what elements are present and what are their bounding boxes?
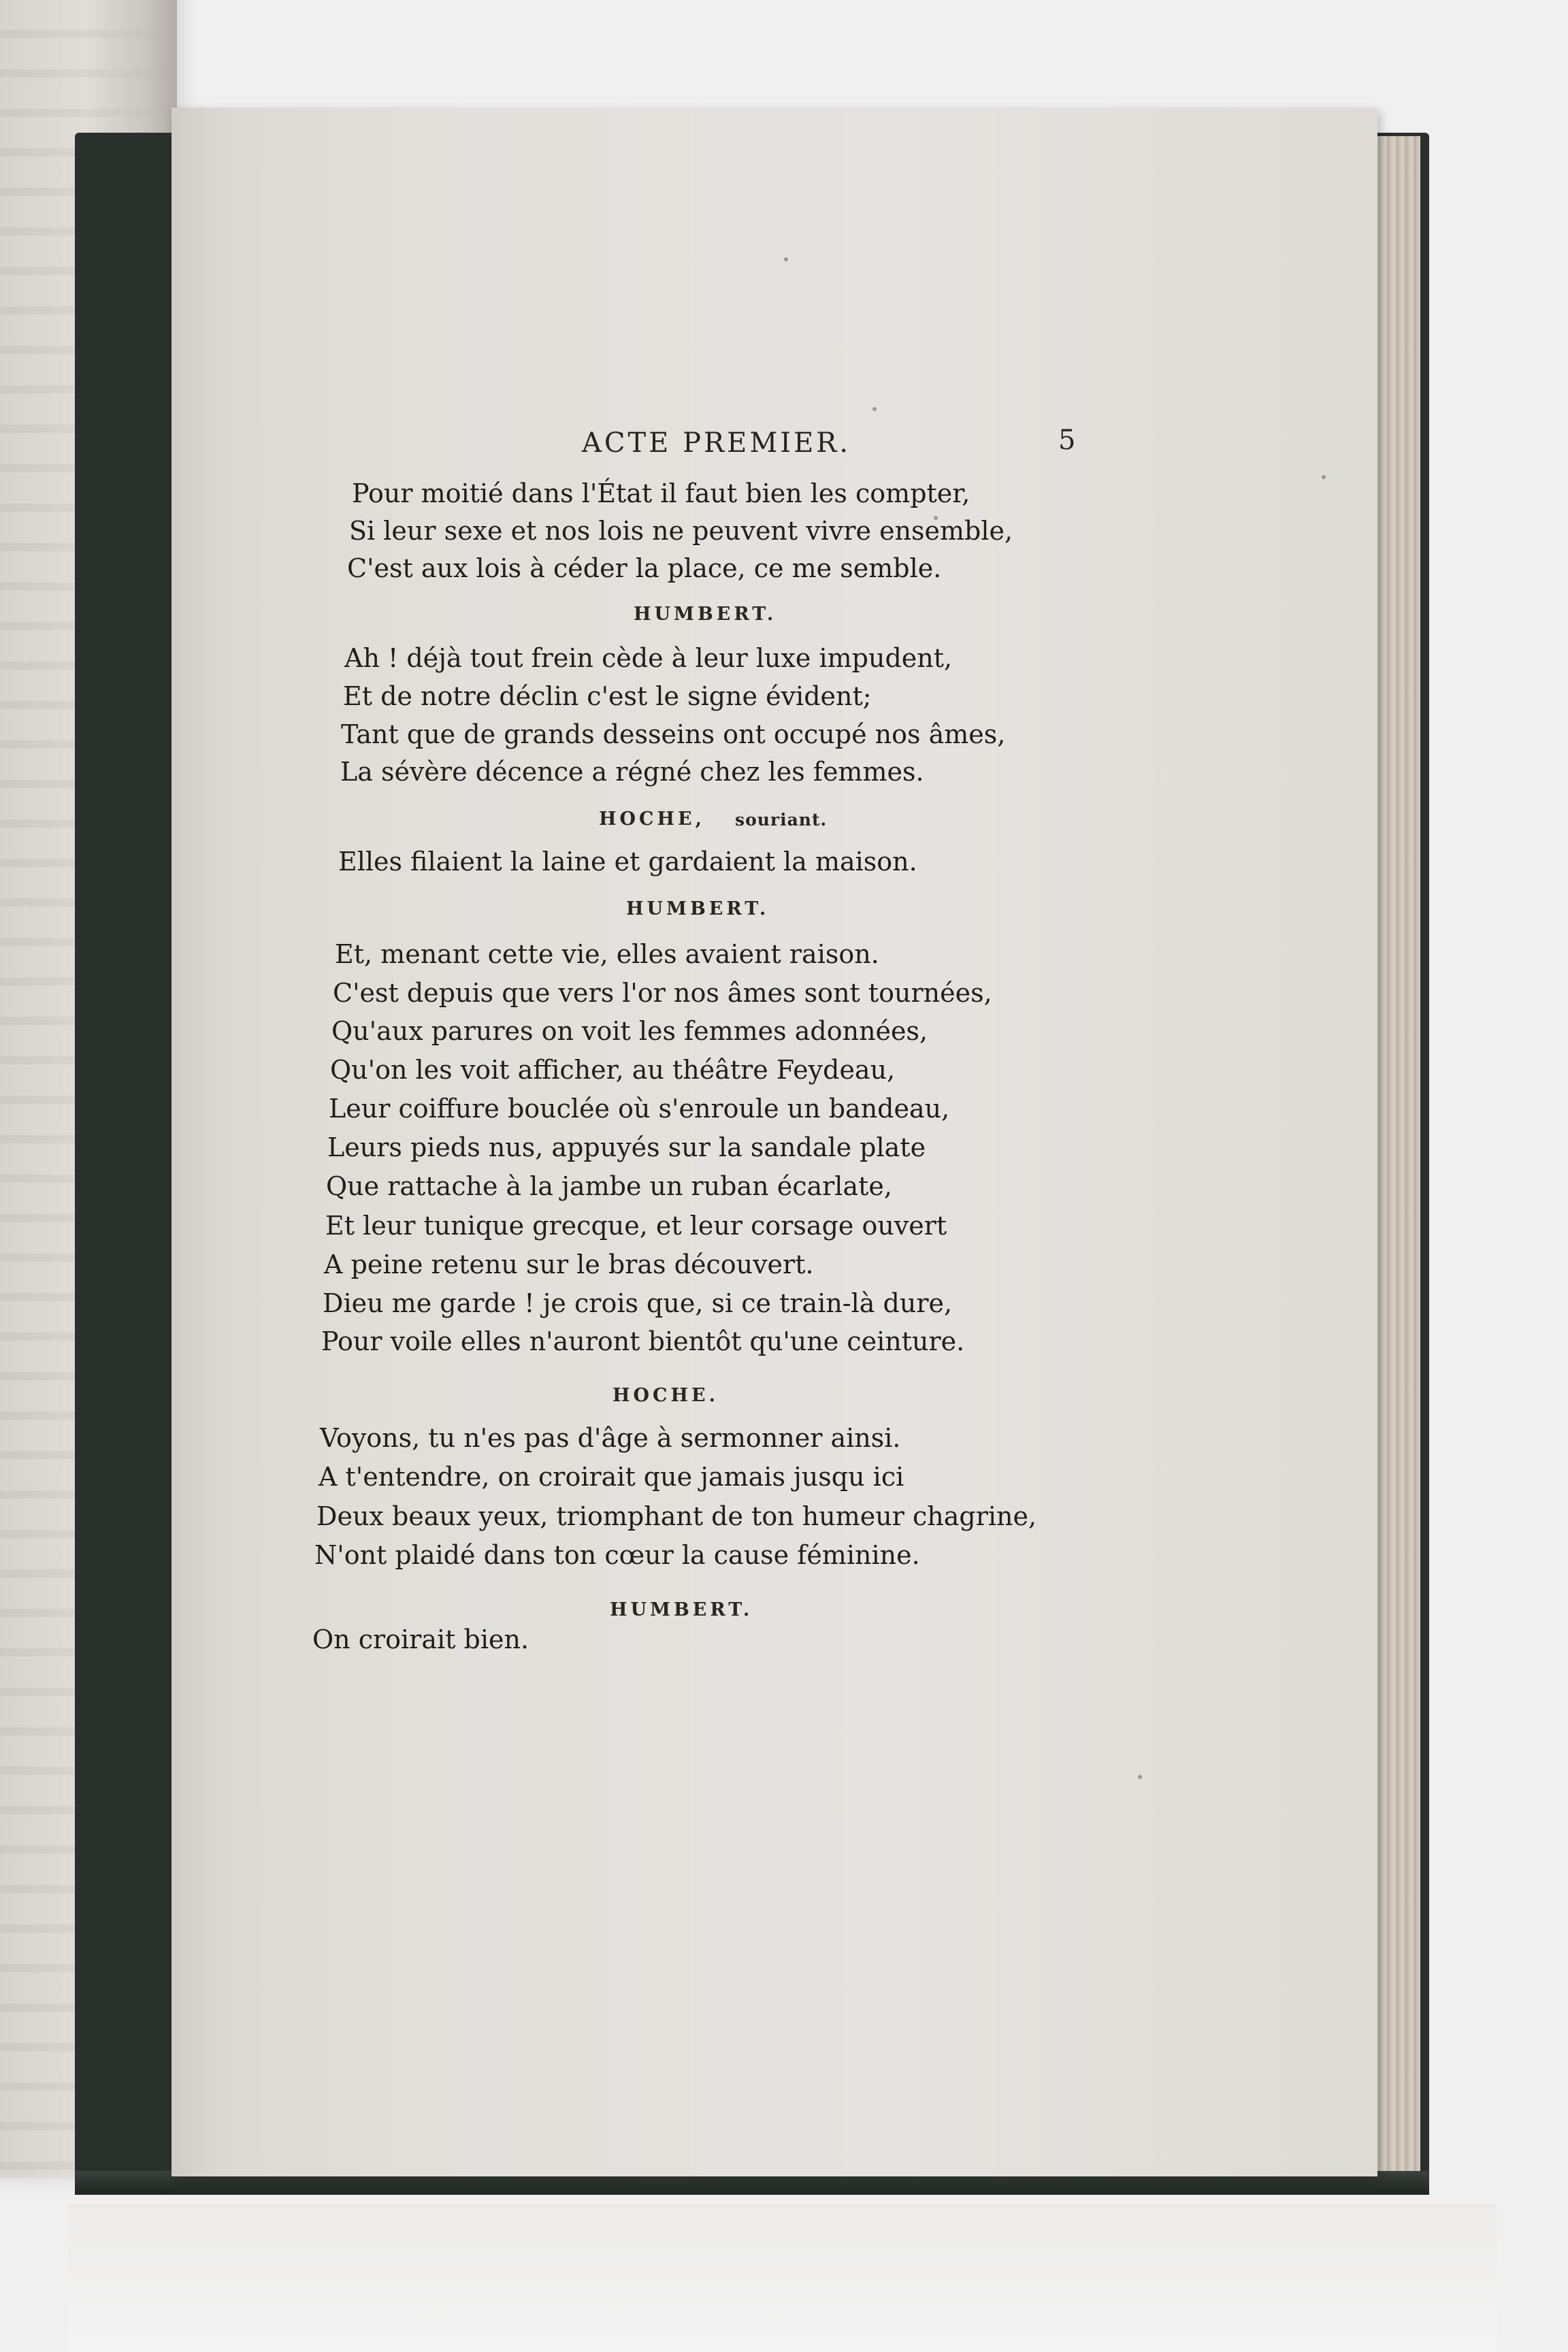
verse-line: La sévère décence a régné chez les femmes. xyxy=(340,757,924,787)
verse-line: N'ont plaidé dans ton cœur la cause féminine. xyxy=(314,1540,920,1570)
verse-line: Voyons, tu n'es pas d'âge à sermonner ainsi. xyxy=(320,1423,901,1453)
page-number: 5 xyxy=(1058,425,1076,456)
verse-line: Dieu me garde ! je crois que, si ce train-là dure, xyxy=(323,1288,953,1318)
running-head: ACTE PREMIER. xyxy=(582,427,851,459)
verse-line: Deux beaux yeux, triomphant de ton humeur chagrine, xyxy=(316,1501,1037,1531)
verse-line: Que rattache à la jambe un ruban écarlate, xyxy=(326,1171,892,1201)
paper-fleck xyxy=(784,257,788,261)
verse-line: Et, menant cette vie, elles avaient raison. xyxy=(335,939,879,969)
speaker-name: HUMBERT. xyxy=(626,898,770,919)
verse-line: Si leur sexe et nos lois ne peuvent vivre ensemble, xyxy=(349,516,1013,546)
verse-line: Leurs pieds nus, appuyés sur la sandale plate xyxy=(327,1132,926,1162)
speaker-name: HOCHE, xyxy=(599,808,706,830)
verse-line: Elles filaient la laine et gardaient la maison. xyxy=(338,847,917,877)
speaker-name: HOCHE. xyxy=(612,1385,719,1406)
verse-line: Qu'aux parures on voit les femmes adonnées, xyxy=(331,1016,928,1046)
verse-line: A t'entendre, on croirait que jamais jusqu ici xyxy=(318,1462,904,1492)
speaker-name: HUMBERT. xyxy=(634,604,777,625)
verse-line: Pour moitié dans l'État il faut bien les compter, xyxy=(352,478,970,508)
paper-fleck xyxy=(1138,1775,1142,1779)
verse-line: Qu'on les voit afficher, au théâtre Feydeau, xyxy=(330,1055,896,1085)
verse-line: A peine retenu sur le bras découvert. xyxy=(324,1250,814,1279)
verse-line: C'est depuis que vers l'or nos âmes sont tournées, xyxy=(333,978,992,1008)
stage-direction: souriant. xyxy=(735,810,828,830)
verse-line: Pour voile elles n'auront bientôt qu'une ceinture. xyxy=(321,1326,965,1356)
verse-line: C'est aux lois à céder la place, ce me semble. xyxy=(347,553,942,583)
speaker-name: HUMBERT. xyxy=(610,1599,753,1620)
verse-line: Tant que de grands desseins ont occupé nos âmes, xyxy=(341,719,1006,749)
verse-line: On croirait bien. xyxy=(312,1624,529,1654)
verse-line: Et leur tunique grecque, et leur corsage ouvert xyxy=(325,1211,947,1241)
paper-fleck xyxy=(1322,475,1326,479)
verse-line: Leur coiffure bouclée où s'enroule un bandeau, xyxy=(329,1094,950,1124)
verse-line: Ah ! déjà tout frein cède à leur luxe impudent, xyxy=(344,643,953,673)
paper-fleck xyxy=(872,407,877,411)
verse-line: Et de notre déclin c'est le signe évident; xyxy=(343,681,872,711)
table-surface xyxy=(68,2204,1497,2352)
